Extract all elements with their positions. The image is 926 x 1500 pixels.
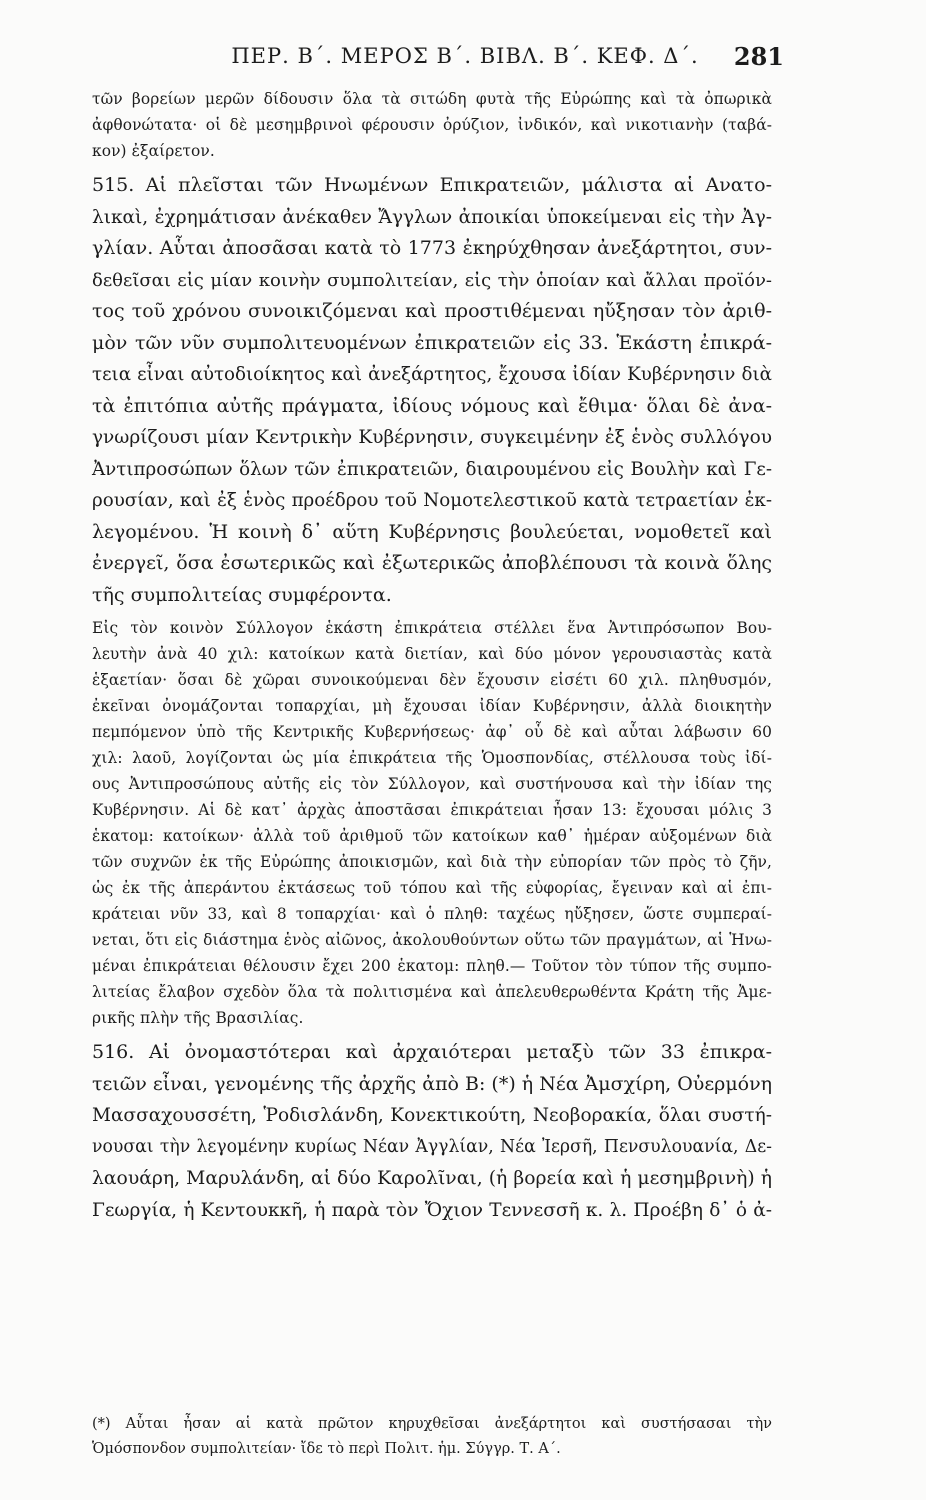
text-line: Εἰς τὸν κοινὸν Σύλλογον ἑκάστη ἐπικράτεια στέλλει ἕνα Ἀντιπρόσωπον Βου-	[92, 619, 772, 637]
text-line: πεμπόμενον ὑπὸ τῆς Κεντρικῆς Κυβερνήσεως· ἀφ᾽ οὗ δὲ καὶ αὗται λάβωσιν 60	[92, 723, 772, 741]
footnote-line: (*) Αὗται ἦσαν αἱ κατὰ πρῶτον κηρυχθεῖσαι ἀνεξάρτητοι καὶ συστήσασαι τὴν	[92, 1416, 772, 1432]
text-line: τῶν συχνῶν ἐκ τῆς Εὐρώπης ἀποικισμῶν, καὶ διὰ τὴν εὐπορίαν τῶν πρὸς τὸ ζῆν,	[92, 853, 772, 871]
text-line: χιλ: λαοῦ, λογίζονται ὡς μία ἐπικράτεια τῆς Ὁμοσπονδίας, στέλλουσα τοὺς ἰδί-	[92, 749, 772, 767]
text-line: ρικῆς πλὴν τῆς Βρασιλίας.	[92, 1009, 304, 1027]
text-line: λευτὴν ἀνὰ 40 χιλ: κατοίκων κατὰ διετίαν, καὶ δύο μόνον γερουσιαστὰς κατὰ	[92, 645, 772, 663]
text-line: Κυβέρνησιν. Αἱ δὲ κατ᾽ ἀρχὰς ἀποστᾶσαι ἐπικράτειαι ἦσαν 13: ἔχουσαι μόλις 3	[92, 801, 772, 819]
text-line: ἐνεργεῖ, ὅσα ἐσωτερικῶς καὶ ἐξωτερικῶς ἀποβλέπουσι τὰ κοινὰ ὅλης	[92, 552, 772, 574]
text-line: γλίαν. Αὗται ἀποσᾶσαι κατὰ τὸ 1773 ἐκηρύχθησαν ἀνεξάρτητοι, συν-	[92, 237, 772, 259]
text-line: 516. Αἱ ὀνομαστότεραι καὶ ἀρχαιότεραι μεταξὺ τῶν 33 ἐπικρα-	[92, 1041, 772, 1063]
text-line: ρουσίαν, καὶ ἐξ ἑνὸς προέδρου τοῦ Νομοτελεστικοῦ κατὰ τετραετίαν ἐκ-	[92, 490, 772, 511]
intro-paragraph	[92, 86, 772, 164]
text-line: ἀφθονώτατα· οἱ δὲ μεσημβρινοὶ φέρουσιν ὀρύζιον, ἰνδικόν, καὶ νικοτιανὴν (ταβά-	[92, 116, 772, 134]
section-515-paragraph	[92, 170, 772, 611]
text-line: νουσαι τὴν λεγομένην κυρίως Νέαν Ἀγγλίαν, Νέα Ἰερσῆ, Πενσυλουανία, Δε-	[92, 1136, 772, 1157]
footnote	[92, 1412, 772, 1462]
text-line: τὰ ἐπιτόπια αὐτῆς πράγματα, ἰδίους νόμους καὶ ἔθιμα· ὅλαι δὲ ἀνα-	[92, 394, 772, 417]
text-line: λιτείας ἔλαβον σχεδὸν ὅλα τὰ πολιτισμένα καὶ ἀπελευθερωθέντα Κράτη τῆς Ἀμε-	[92, 983, 772, 1001]
page-body	[92, 86, 772, 1226]
text-line: τῆς συμπολιτείας συμφέροντα.	[92, 583, 392, 606]
section-515-note	[92, 615, 772, 1031]
text-line: ὡς ἐκ τῆς ἀπεράντου ἐκτάσεως τοῦ τόπου καὶ τῆς εὐφορίας, ἔγειναν καὶ αἱ ἐπι-	[92, 879, 772, 897]
text-line: λικαὶ, ἐχρημάτισαν ἀνέκαθεν Ἄγγλων ἀποικίαι ὑποκείμεναι εἰς τὴν Ἀγ-	[92, 206, 772, 228]
text-line: δεθεῖσαι εἰς μίαν κοινὴν συμπολιτείαν, εἰς τὴν ὁποίαν καὶ ἄλλαι προϊόν-	[92, 269, 772, 291]
page-number: 281	[733, 42, 784, 71]
text-line: μέναι ἐπικράτειαι θέλουσιν ἔχει 200 ἑκατομ: πληθ.— Τοῦτον τὸν τύπον τῆς συμπο-	[92, 957, 772, 975]
text-line: λεγομένου. Ἡ κοινὴ δ᾽ αὕτη Κυβέρνησις βουλεύεται, νομοθετεῖ καὶ	[92, 520, 772, 543]
footnote-line: Ὁμόσπονδον συμπολιτείαν· ἴδε τὸ περὶ Πολιτ. ἡμ. Σύγγρ. Τ. Α΄.	[92, 1441, 561, 1457]
text-line: κον) ἐξαίρετον.	[92, 142, 215, 160]
text-line: μὸν τῶν νῦν συμπολιτευομένων ἐπικρατειῶν εἰς 33. Ἑκάστη ἐπικρά-	[92, 331, 772, 354]
text-line: 515. Αἱ πλεῖσται τῶν Ηνωμένων Επικρατειῶν, μάλιστα αἱ Ανατο-	[92, 174, 772, 196]
text-line: ους Ἀντιπροσώπους αὐτῆς εἰς τὸν Σύλλογον, καὶ συστήνουσα καὶ τὴν ἰδίαν της	[92, 775, 772, 793]
text-line: τεια εἶναι αὐτοδιοίκητος καὶ ἀνεξάρτητος, ἔχουσα ἰδίαν Κυβέρνησιν διὰ	[92, 364, 772, 385]
text-line: Γεωργία, ἡ Κεντουκκῆ, ἡ παρὰ τὸν Ὄχιον Τεννεσσῆ κ. λ. Προέβη δ᾽ ὁ ἀ-	[92, 1199, 772, 1221]
text-line: Ἀντιπροσώπων ὅλων τῶν ἐπικρατειῶν, διαιρουμένου εἰς Βουλὴν καὶ Γε-	[92, 458, 772, 480]
text-line: ἑκατομ: κατοίκων· ἀλλὰ τοῦ ἀριθμοῦ τῶν κατοίκων καθ᾽ ἡμέραν αὐξομένων διὰ	[92, 827, 772, 845]
section-516-paragraph	[92, 1037, 772, 1226]
text-line: τῶν βορείων μερῶν δίδουσιν ὅλα τὰ σιτώδη φυτὰ τῆς Εὐρώπης καὶ τὰ ὀπωρικὰ	[92, 90, 772, 108]
text-line: Μασσαχουσσέτη, Ῥοδισλάνδη, Κονεκτικούτη, Νεοβορακία, ὅλαι συστή-	[92, 1105, 772, 1126]
text-line: ἑξαετίαν· ὅσαι δὲ χῶραι συνοικούμεναι δὲν ἔχουσιν εἰσέτι 60 χιλ. πληθυσμόν,	[92, 671, 772, 689]
text-line: γνωρίζουσι μίαν Κεντρικὴν Κυβέρνησιν, συγκειμένην ἐξ ἑνὸς συλλόγου	[92, 427, 772, 448]
text-line: ἐκεῖναι ὀνομάζονται τοπαρχίαι, μὴ ἔχουσαι ἰδίαν Κυβέρνησιν, ἀλλὰ διοικητὴν	[92, 697, 772, 715]
running-head: ΠΕΡ. Β΄. ΜΕΡΟΣ Β΄. ΒΙΒΛ. Β΄. ΚΕΦ. Δ΄.	[231, 44, 699, 68]
text-line: νεται, ὅτι εἰς διάστημα ἑνὸς αἰῶνος, ἀκολουθούντων οὕτω τῶν πραγμάτων, αἱ Ἡνω-	[92, 931, 772, 949]
text-line: τειῶν εἶναι, γενομένης τῆς ἀρχῆς ἀπὸ Β: (*) ἡ Νέα Ἀμσχίρη, Οὐερμόνη	[92, 1072, 773, 1095]
text-line: κράτειαι νῦν 33, καὶ 8 τοπαρχίαι· καὶ ὁ πληθ: ταχέως ηὔξησεν, ὥστε συμπεραί-	[92, 905, 772, 923]
text-line: τος τοῦ χρόνου συνοικιζόμεναι καὶ προστιθέμεναι ηὔξησαν τὸν ἀριθ-	[92, 300, 772, 322]
text-line: λαουάρη, Μαρυλάνδη, αἱ δύο Καρολῖναι, (ἡ βορεία καὶ ἡ μεσημβρινὴ) ἡ	[92, 1168, 772, 1189]
